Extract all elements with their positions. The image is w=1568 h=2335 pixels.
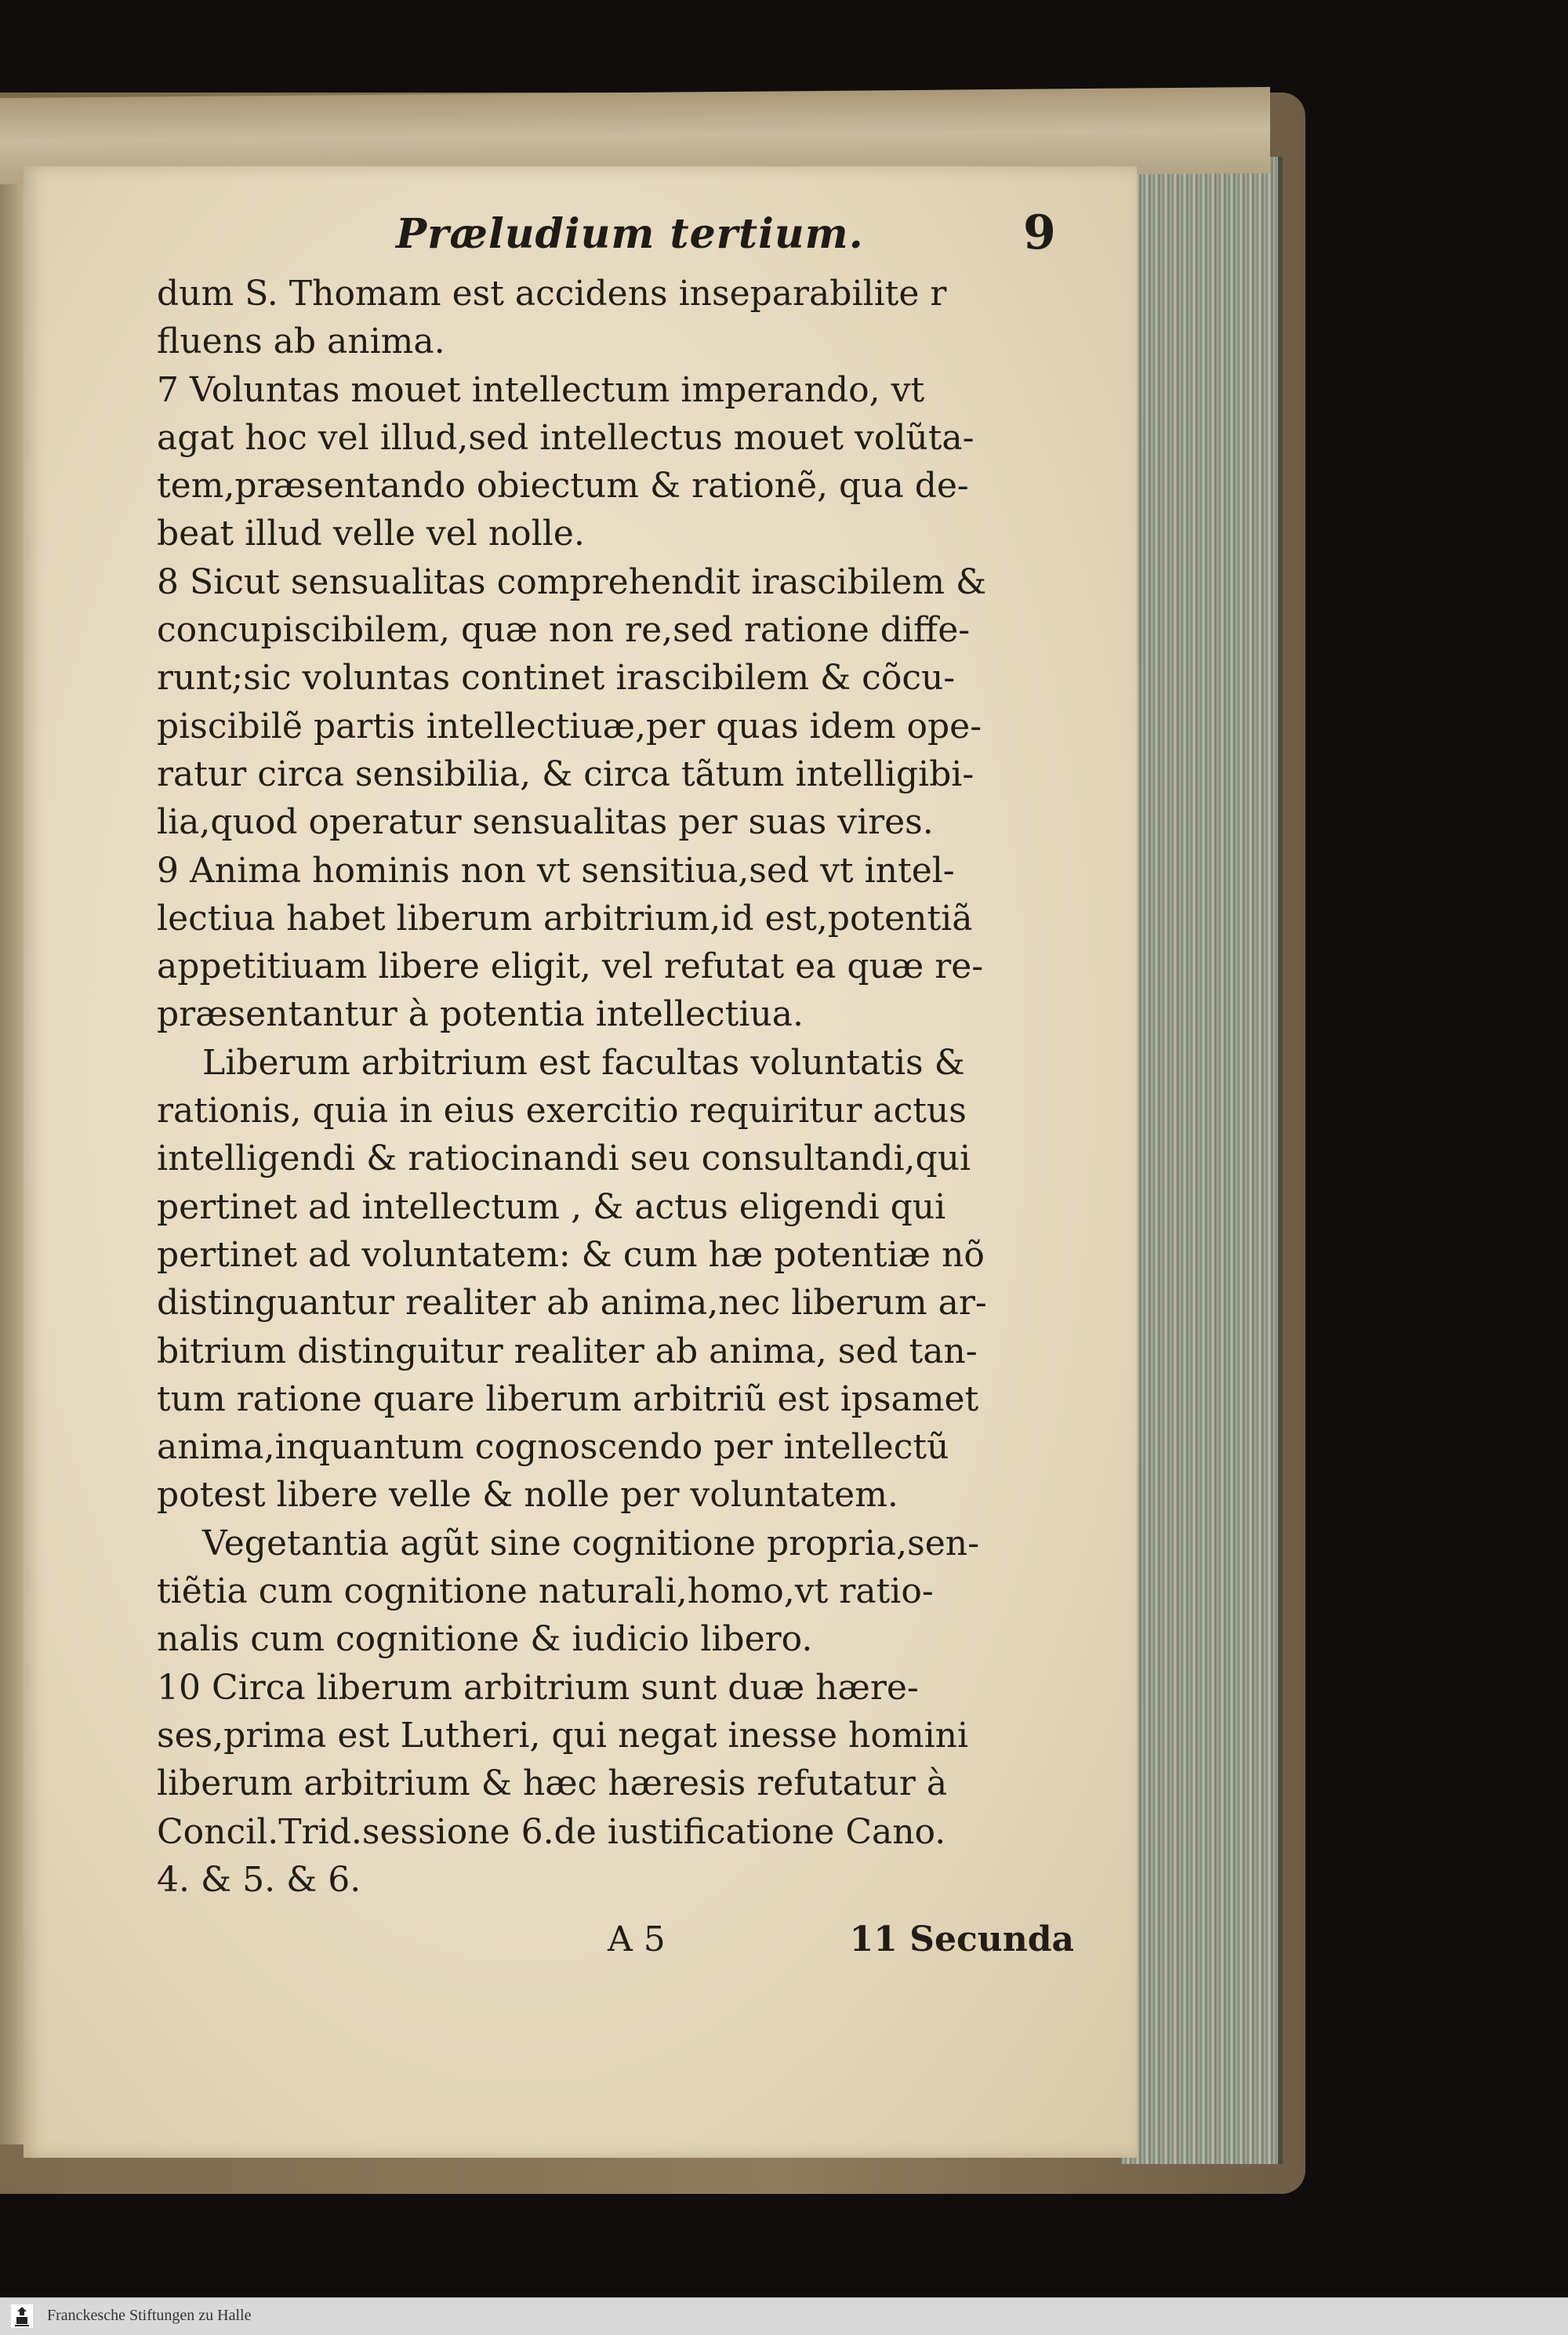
text-line: 10 Circa liberum arbitrium sunt duæ hære- [157,1667,919,1708]
text-line: ses,prima est Lutheri, qui negat inesse homini [157,1715,969,1756]
text-line: lia,quod operatur sensualitas per suas vires. [157,802,934,843]
page-fore-edge [1121,157,1283,2164]
text-line: ratur circa sensibilia, & circa tãtum intelligibi- [157,754,975,794]
text-line: Concil.Trid.sessione 6.de iustificatione Cano. [157,1811,946,1852]
running-head: Præludium tertium. [396,210,864,258]
page-footer [157,1919,1074,1968]
text-line: runt;sic voluntas continet irascibilem & cõcu- [157,658,956,699]
text-line: dum S. Thomam est accidens inseparabilite r [157,274,947,314]
text-line: Vegetantia agũt sine cognitione propria,sen- [202,1523,979,1563]
text-line: tem,præsentando obiectum & rationẽ, qua de- [157,466,969,507]
text-line: distinguantur realiter ab anima,nec liberum ar- [157,1283,987,1324]
text-line: beat illud velle vel nolle. [157,514,585,554]
text-line: rationis, quia in eius exercitio requiritur actus [157,1091,967,1131]
archive-footer-bar [0,2297,1568,2335]
text-line: agat hoc vel illud,sed intellectus mouet volũta- [157,417,975,458]
text-line: intelligendi & ratiocinandi seu consultandi,qui [157,1138,971,1179]
text-line: 8 Sicut sensualitas comprehendit irascibilem & [157,561,987,602]
text-line: potest libere velle & nolle per voluntatem. [157,1475,898,1516]
text-line: 7 Voluntas mouet intellectum imperando, vt [157,369,925,410]
text-line: bitrium distinguitur realiter ab anima, sed tan- [157,1331,978,1371]
text-line: 4. & 5. & 6. [157,1859,361,1900]
text-line: tiẽtia cum cognitione naturali,homo,vt ratio- [157,1571,934,1612]
text-line: appetitiuam libere eligit, vel refutat ea quæ re- [157,946,984,987]
text-line: anima,inquantum cognoscendo per intellectũ [157,1427,949,1468]
text-line: tum ratione quare liberum arbitriũ est ipsamet [157,1378,979,1419]
text-line: 9 Anima hominis non vt sensitiua,sed vt intel- [157,850,955,891]
text-line: nalis cum cognitione & iudicio libero. [157,1619,813,1660]
text-line: concupiscibilem, quæ non re,sed ratione diffe- [157,610,971,651]
signature-mark: A 5 [608,1919,666,1959]
archive-label: Franckesche Stiftungen zu Halle [47,2307,252,2324]
text-block [157,270,1074,1904]
institution-logo-icon [11,2304,33,2328]
text-line: pertinet ad voluntatem: & cum hæ potentiæ nõ [157,1234,985,1275]
text-line: fluens ab anima. [157,321,445,362]
text-line: piscibilẽ partis intellectiuæ,per quas idem ope- [157,706,982,746]
text-line: præsentantur à potentia intellectiua. [157,994,804,1035]
text-line: liberum arbitrium & hæc hæresis refutatur à [157,1763,948,1804]
text-line: Liberum arbitrium est facultas voluntatis & [202,1042,965,1083]
text-line: pertinet ad intellectum , & actus eligendi qui [157,1186,946,1227]
catchword: 11 Secunda [849,1919,1074,1959]
text-line: lectiua habet liberum arbitrium,id est,potentiã [157,898,973,939]
page-number: 9 [1023,205,1056,260]
